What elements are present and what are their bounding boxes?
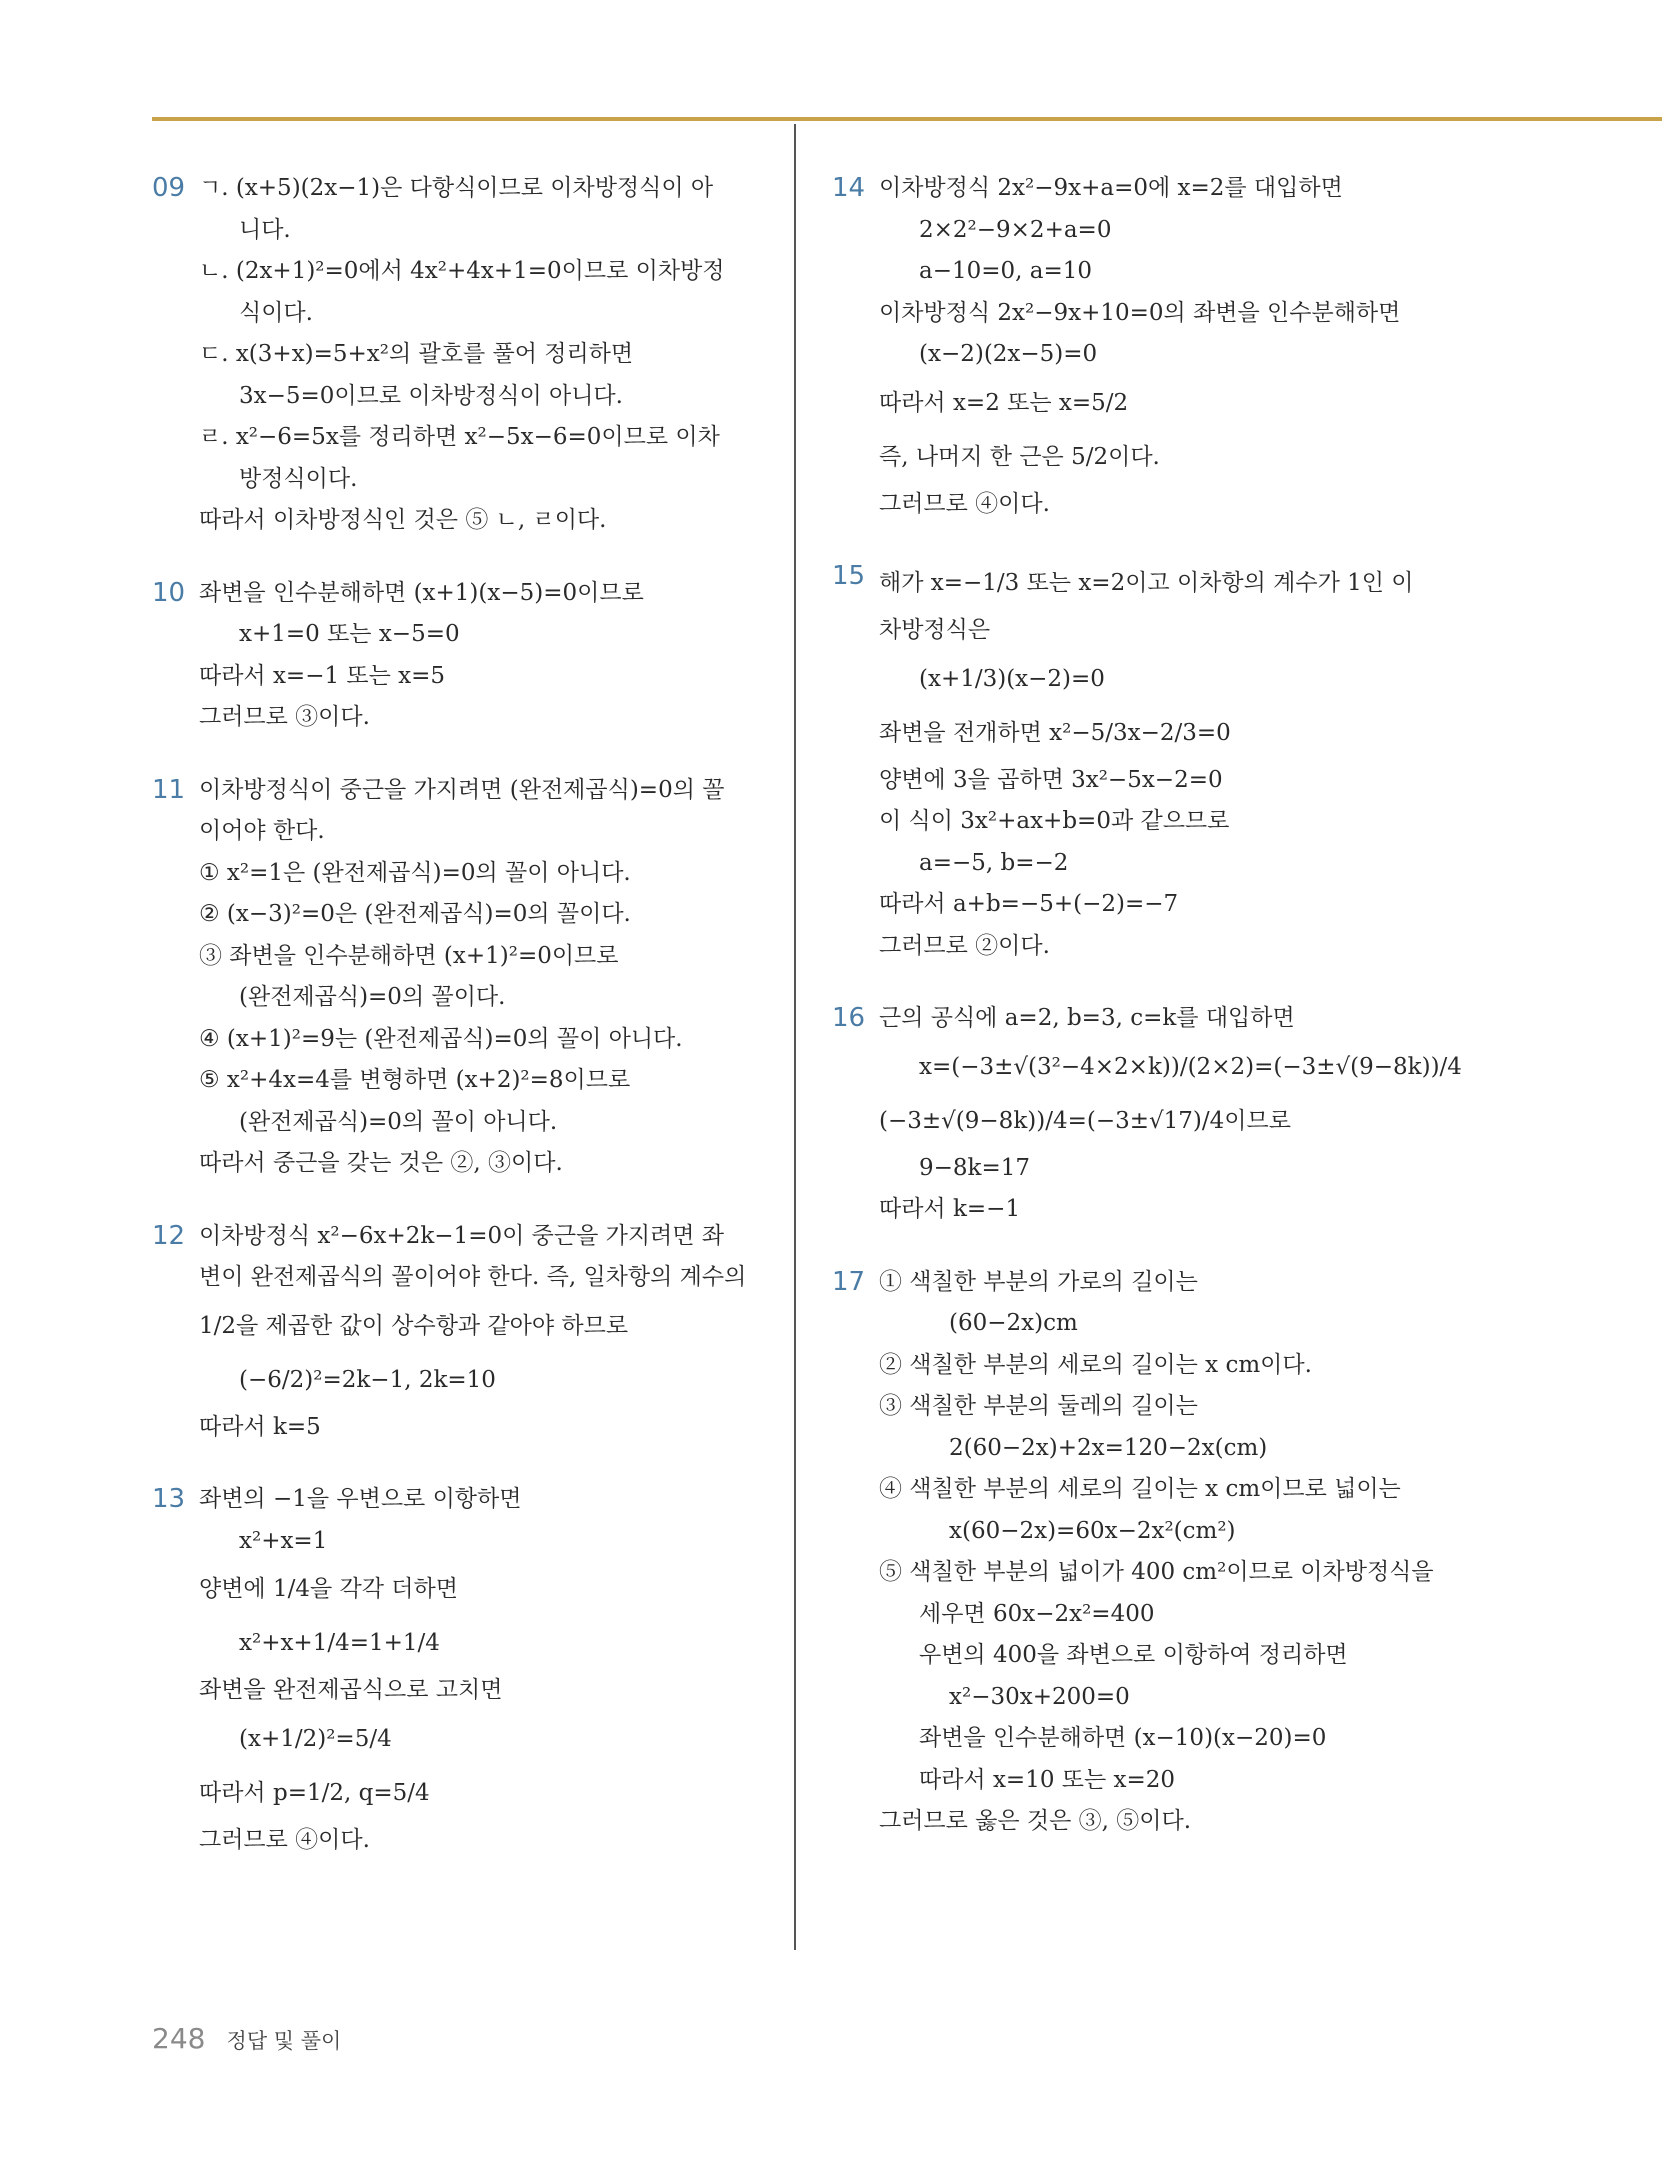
solution-line: (x−2)(2x−5)=0 <box>919 341 1098 367</box>
solution-line: (x+1/2)²=5/4 <box>239 1725 392 1752</box>
solution-line: 따라서 p=1/2, q=5/4 <box>199 1779 430 1806</box>
solution-line: 이어야 한다. <box>199 818 325 844</box>
problem-number: 17 <box>832 1266 866 1297</box>
solution-line: 따라서 x=10 또는 x=20 <box>919 1766 1176 1793</box>
solution-line: 따라서 a+b=−5+(−2)=−7 <box>879 891 1179 917</box>
right-column <box>832 168 1462 1874</box>
solution-line: 이차방정식 x²−6x+2k−1=0이 중근을 가지려면 좌 <box>199 1222 725 1249</box>
problem-11 <box>152 770 772 1185</box>
solution-line: x+1=0 또는 x−5=0 <box>239 621 460 647</box>
solution-line: 이차방정식이 중근을 가지려면 (완전제곱식)=0의 꼴 <box>199 776 725 803</box>
problem-number: 14 <box>832 173 866 203</box>
solution-line: 9−8k=17 <box>919 1154 1031 1181</box>
solution-line: ⑤ x²+4x=4를 변형하면 (x+2)²=8이므로 <box>199 1067 631 1093</box>
solution-line: 니다. <box>239 216 291 243</box>
solution-line: 차방정식은 <box>879 617 991 643</box>
solution-line: ㄱ. (x+5)(2x−1)은 다항식이므로 이차방정식이 아 <box>199 175 714 201</box>
problem-15 <box>832 556 1442 967</box>
solution-line: ② 색칠한 부분의 세로의 길이는 x cm이다. <box>879 1351 1312 1378</box>
solution-line: 이차방정식 2x²−9x+a=0에 x=2를 대입하면 <box>879 175 1343 201</box>
header-rule <box>152 117 1662 121</box>
solution-line: 2(60−2x)+2x=120−2x(cm) <box>949 1434 1268 1461</box>
solution-line: 그러므로 ③이다. <box>199 704 370 730</box>
solution-line: ㄹ. x²−6=5x를 정리하면 x²−5x−6=0이므로 이차 <box>199 424 720 450</box>
solution-line: 따라서 x=−1 또는 x=5 <box>199 662 446 689</box>
solution-line: ① x²=1은 (완전제곱식)=0의 꼴이 아니다. <box>199 859 631 886</box>
problem-17 <box>832 1262 1442 1843</box>
solution-line: ㄷ. x(3+x)=5+x²의 괄호를 풀어 정리하면 <box>199 341 634 367</box>
problem-09 <box>152 168 772 542</box>
solution-line: 그러므로 ④이다. <box>879 490 1050 517</box>
solution-line: (−3±√(9−8k))/4=(−3±√17)/4이므로 <box>879 1107 1291 1134</box>
solution-line: 방정식이다. <box>239 465 358 492</box>
solution-line: 따라서 중근을 갖는 것은 ②, ③이다. <box>199 1150 563 1176</box>
solution-line: 좌변을 인수분해하면 (x−10)(x−20)=0 <box>919 1725 1327 1751</box>
solution-line: a−10=0, a=10 <box>919 258 1093 284</box>
solution-line: 따라서 k=5 <box>199 1413 321 1440</box>
solution-line: 좌변을 인수분해하면 (x+1)(x−5)=0이므로 <box>199 579 644 606</box>
solution-line: (60−2x)cm <box>949 1310 1078 1336</box>
problem-number: 10 <box>152 577 186 608</box>
solution-line: (완전제곱식)=0의 꼴이다. <box>239 984 506 1010</box>
solution-line: ③ 좌변을 인수분해하면 (x+1)²=0이므로 <box>199 942 619 969</box>
problem-12 <box>152 1216 772 1449</box>
solution-line: ④ (x+1)²=9는 (완전제곱식)=0의 꼴이 아니다. <box>199 1025 683 1052</box>
solution-line: ㄴ. (2x+1)²=0에서 4x²+4x+1=0이므로 이차방정 <box>199 258 725 284</box>
page-number: 248 <box>152 2022 206 2055</box>
solution-line: 우변의 400을 좌변으로 이항하여 정리하면 <box>919 1642 1348 1668</box>
solution-line: (x+1/3)(x−2)=0 <box>919 665 1105 692</box>
solution-line: 근의 공식에 a=2, b=3, c=k를 대입하면 <box>879 1005 1295 1031</box>
solution-line: 1/2을 제곱한 값이 상수항과 같아야 하므로 <box>199 1312 629 1339</box>
page-footer <box>152 2022 341 2055</box>
solution-line: 식이다. <box>239 299 313 326</box>
problem-16 <box>832 998 1462 1231</box>
solution-line: 좌변을 완전제곱식으로 고치면 <box>199 1677 503 1703</box>
solution-line: x²+x+1/4=1+1/4 <box>239 1630 440 1656</box>
problem-10 <box>152 573 772 739</box>
problem-number: 11 <box>152 774 186 805</box>
solution-line: 좌변의 −1을 우변으로 이항하면 <box>199 1486 522 1512</box>
problem-number: 12 <box>152 1220 186 1251</box>
solution-line: ⑤ 색칠한 부분의 넓이가 400 cm²이므로 이차방정식을 <box>879 1559 1434 1585</box>
solution-line: 이 식이 3x²+ax+b=0과 같으므로 <box>879 808 1230 834</box>
solution-line: x=(−3±√(3²−4×2×k))/(2×2)=(−3±√(9−8k))/4 <box>919 1053 1462 1080</box>
solution-line: 세우면 60x−2x²=400 <box>919 1600 1155 1627</box>
problem-14 <box>832 168 1442 525</box>
solution-line: x(60−2x)=60x−2x²(cm²) <box>949 1517 1236 1544</box>
solution-line: 그러므로 옳은 것은 ③, ⑤이다. <box>879 1808 1192 1834</box>
solution-line: 그러므로 ④이다. <box>199 1826 370 1853</box>
left-column <box>152 168 772 1892</box>
solution-line: ① 색칠한 부분의 가로의 길이는 <box>879 1268 1198 1295</box>
problem-number: 13 <box>152 1484 186 1514</box>
solution-line: 따라서 x=2 또는 x=5/2 <box>879 389 1129 416</box>
solution-line: 즉, 나머지 한 근은 5/2이다. <box>879 443 1160 470</box>
solution-line: ④ 색칠한 부분의 세로의 길이는 x cm이므로 넓이는 <box>879 1476 1401 1502</box>
solution-line: 따라서 이차방정식인 것은 ⑤ ㄴ, ㄹ이다. <box>199 507 607 533</box>
problem-number: 09 <box>152 173 186 203</box>
problem-13 <box>152 1479 772 1861</box>
problem-number: 15 <box>832 561 866 591</box>
solution-line: 변이 완전제곱식의 꼴이어야 한다. 즉, 일차항의 계수의 <box>199 1264 747 1290</box>
column-divider <box>794 124 796 1950</box>
solution-line: 2×2²−9×2+a=0 <box>919 216 1112 243</box>
solution-line: 따라서 k=−1 <box>879 1196 1021 1222</box>
solution-line: 그러므로 ②이다. <box>879 932 1050 959</box>
solution-line: (완전제곱식)=0의 꼴이 아니다. <box>239 1108 558 1135</box>
solution-line: 이차방정식 2x²−9x+10=0의 좌변을 인수분해하면 <box>879 299 1401 326</box>
solution-line: ③ 색칠한 부분의 둘레의 길이는 <box>879 1393 1198 1419</box>
solution-line: x²+x=1 <box>239 1527 328 1554</box>
problem-number: 16 <box>832 1003 866 1033</box>
solution-line: 3x−5=0이므로 이차방정식이 아니다. <box>239 382 623 409</box>
solution-line: ② (x−3)²=0은 (완전제곱식)=0의 꼴이다. <box>199 901 631 927</box>
solution-line: 양변에 3을 곱하면 3x²−5x−2=0 <box>879 766 1223 793</box>
solution-line: 좌변을 전개하면 x²−5/3x−2/3=0 <box>879 719 1231 746</box>
solution-line: 해가 x=−1/3 또는 x=2이고 이차항의 계수가 1인 이 <box>879 570 1414 596</box>
section-label: 정답 및 풀이 <box>226 2029 342 2053</box>
solution-line: 양변에 1/4을 각각 더하면 <box>199 1576 458 1602</box>
solution-line: x²−30x+200=0 <box>949 1683 1130 1710</box>
solution-line: (−6/2)²=2k−1, 2k=10 <box>239 1366 496 1393</box>
solution-line: a=−5, b=−2 <box>919 849 1069 876</box>
